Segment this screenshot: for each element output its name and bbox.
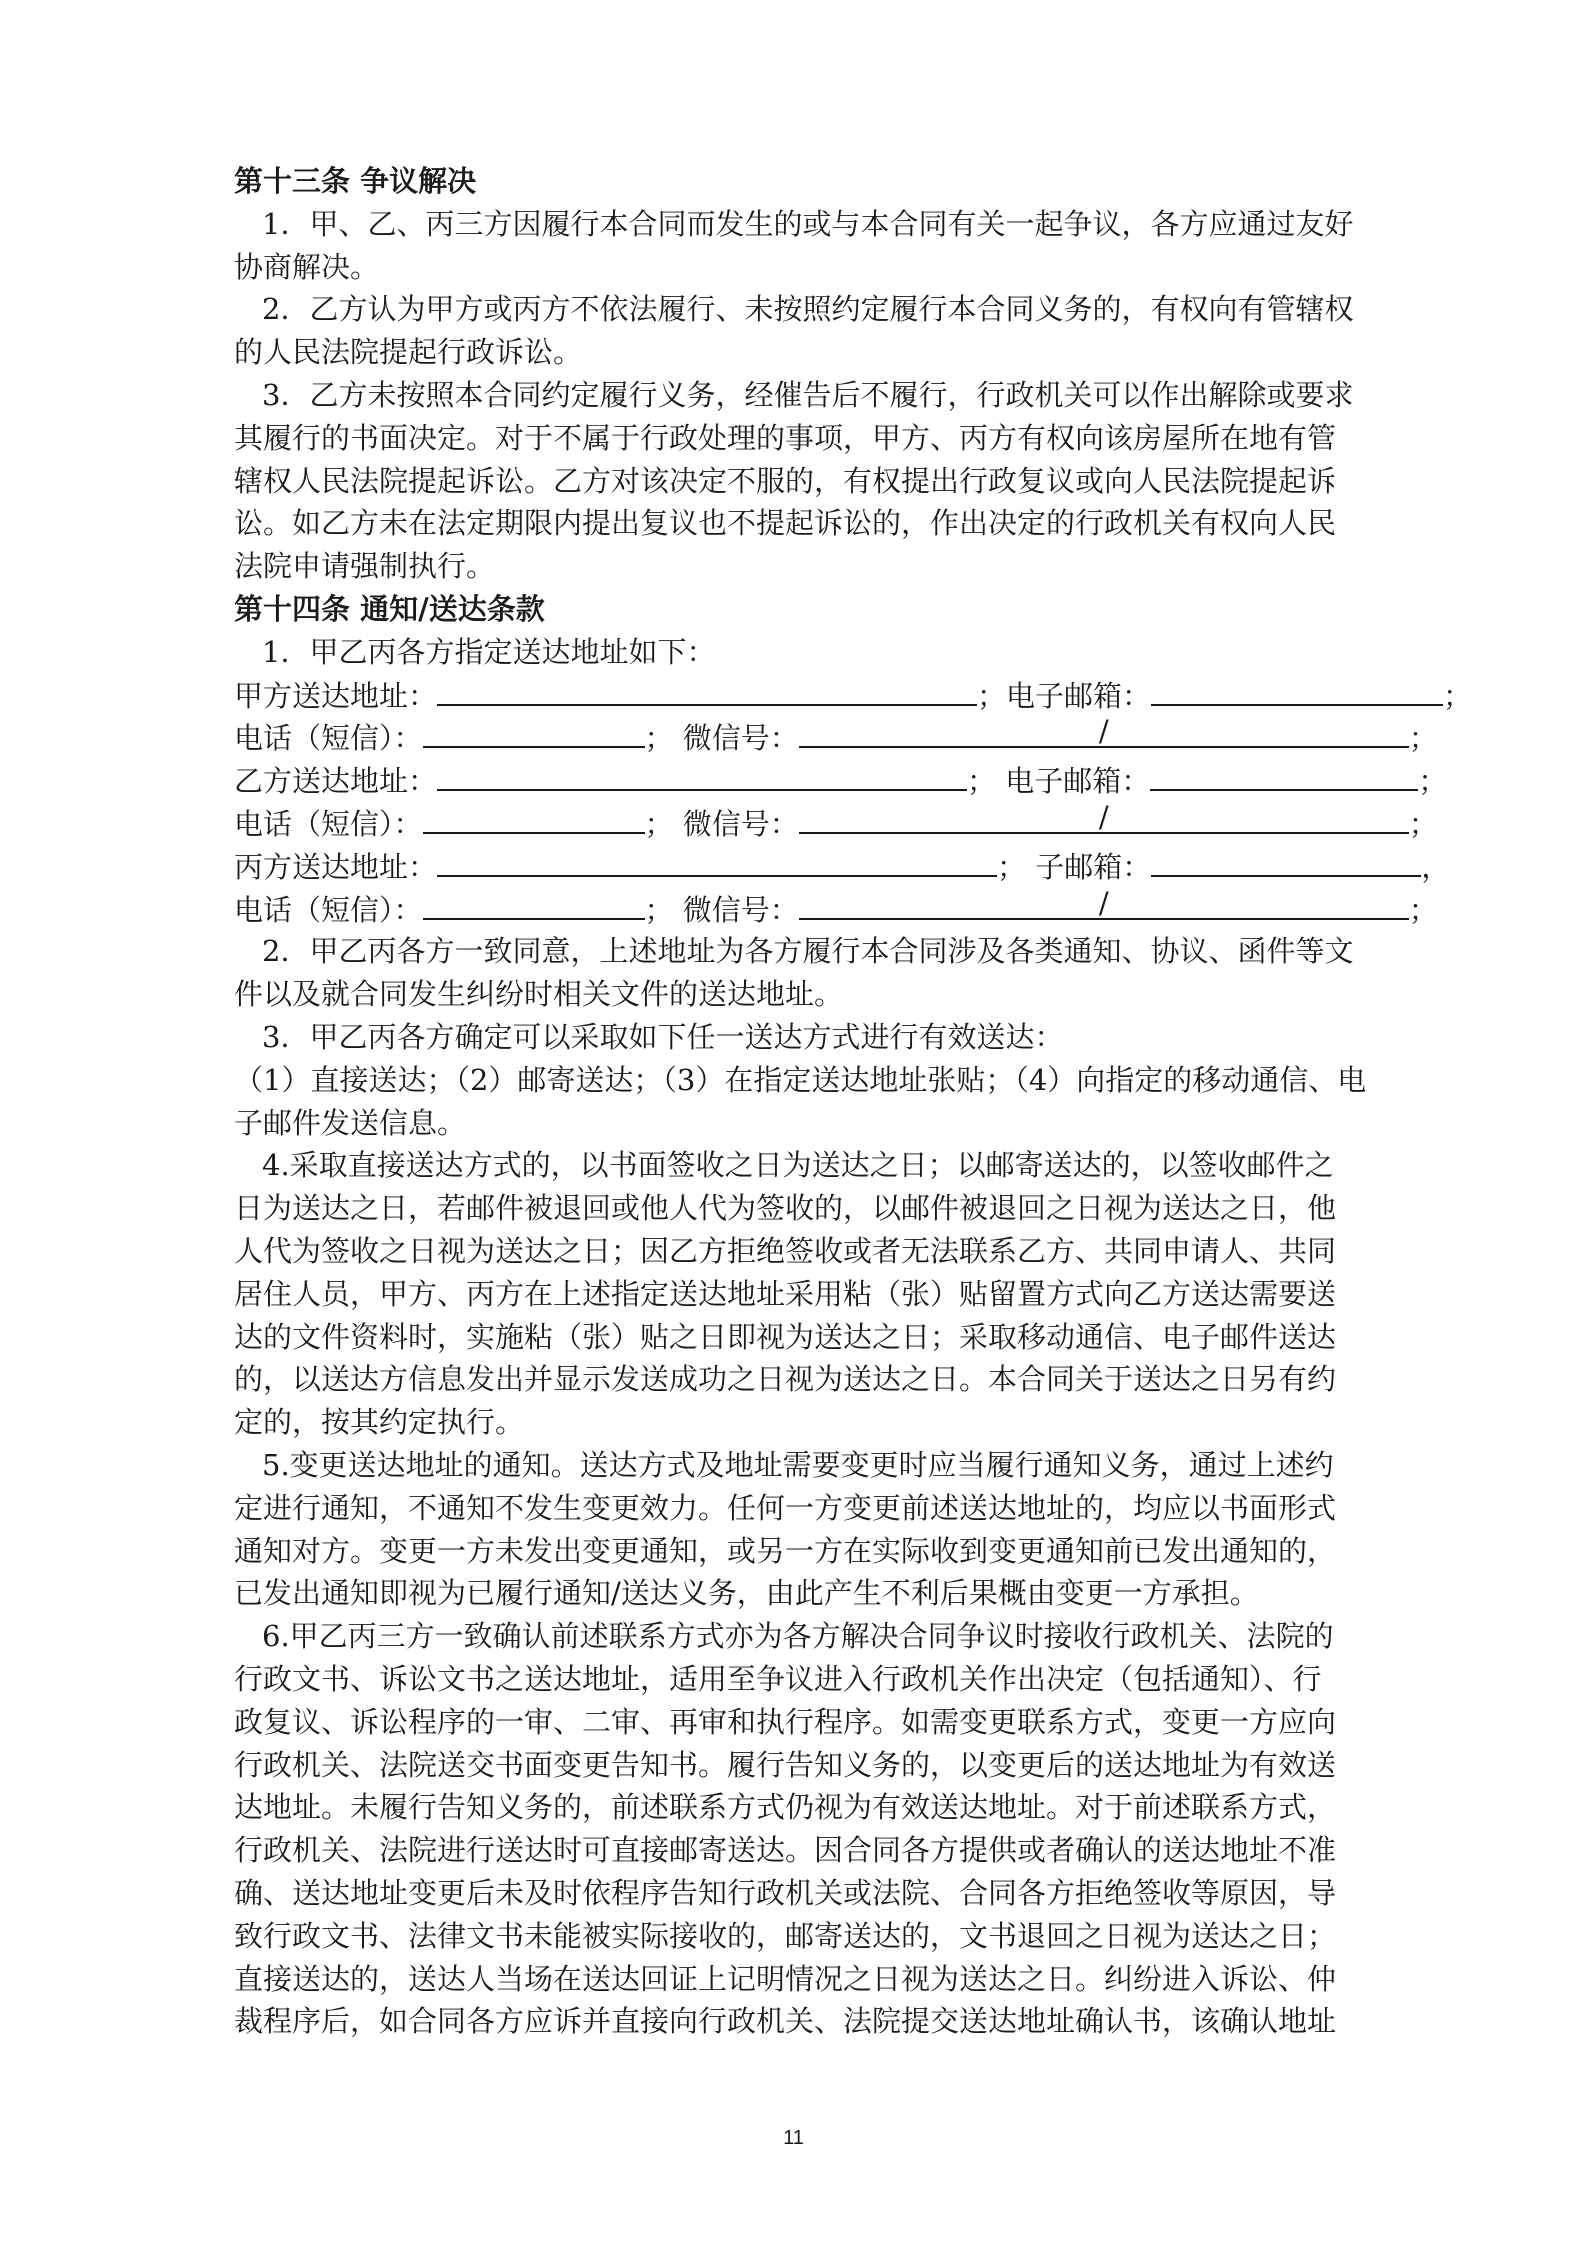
text-line: 的，以送达方信息发出并显示发送成功之日视为送达之日。本合同关于送达之日另有约	[234, 1362, 1337, 1396]
party-c-wechat-blank: /	[799, 888, 1409, 920]
party-b-address-label: 乙方送达地址：	[234, 764, 438, 798]
text-line: 居住人员，甲方、丙方在上述指定送达地址采用粘（张）贴留置方式向乙方送达需要送	[234, 1277, 1337, 1311]
text-line: 辖权人民法院提起诉讼。乙方对该决定不服的，有权提出行政复议或向人民法院提起诉	[234, 464, 1337, 498]
text-line: 3．乙方未按照本合同约定履行义务，经催告后不履行，行政机关可以作出解除或要求	[262, 378, 1354, 412]
text-line: 其履行的书面决定。对于不属于行政处理的事项，甲方、丙方有权向该房屋所在地有管	[234, 421, 1337, 455]
text-line: 5.变更送达地址的通知。送达方式及地址需要变更时应当履行通知义务，通过上述约	[262, 1448, 1334, 1482]
party-a-email-blank	[1151, 674, 1443, 706]
party-a-phone-label: 电话（短信）：	[234, 721, 423, 755]
text-line: 定的，按其约定执行。	[234, 1405, 525, 1439]
party-b-email-label: ； 电子邮箱：	[967, 764, 1151, 798]
row-end: ，	[1421, 850, 1451, 884]
party-a-email-label: ；电子邮箱：	[977, 679, 1152, 713]
text-line: 日为送达之日，若邮件被退回或他人代为签收的，以邮件被退回之日视为送达之日，他	[234, 1191, 1337, 1225]
party-c-phone-label: 电话（短信）：	[234, 893, 423, 927]
text-line: 行政机关、法院进行送达时可直接邮寄送达。因合同各方提供或者确认的送达地址不准	[234, 1833, 1337, 1867]
text-line: 直接送达的，送达人当场在送达回证上记明情况之日视为送达之日。纠纷进入诉讼、仲	[234, 1962, 1337, 1996]
text-line: 子邮件发送信息。	[234, 1106, 467, 1140]
party-c-phone-blank	[423, 888, 645, 920]
party-a-phone-row	[234, 714, 1438, 759]
row-end: ；	[1408, 721, 1438, 755]
party-c-address-blank	[437, 845, 997, 877]
party-b-phone-label: 电话（短信）：	[234, 807, 423, 841]
party-c-email-label: ； 子邮箱：	[997, 850, 1152, 884]
party-b-phone-blank	[423, 802, 645, 834]
text-line: 定进行通知，不通知不发生变更效力。任何一方变更前述送达地址的，均应以书面形式	[234, 1491, 1337, 1525]
party-b-address-blank	[437, 759, 967, 791]
text-line: 达的文件资料时，实施粘（张）贴之日即视为送达之日；采取移动通信、电子邮件送达	[234, 1320, 1337, 1354]
row-end: ；	[1408, 807, 1438, 841]
party-c-address-label: 丙方送达地址：	[234, 850, 438, 884]
text-line: 人代为签收之日视为送达之日；因乙方拒绝签收或者无法联系乙方、共同申请人、共同	[234, 1234, 1337, 1268]
party-a-wechat-label: ； 微信号：	[644, 721, 799, 755]
text-line: 的人民法院提起行政诉讼。	[234, 335, 583, 369]
party-c-email-blank	[1151, 845, 1421, 877]
text-line: 协商解决。	[234, 250, 380, 284]
text-line: （1）直接送达；（2）邮寄送达；（3）在指定送达地址张贴；（4）向指定的移动通信、电	[234, 1063, 1367, 1097]
text-line: 2．甲乙丙各方一致同意，上述地址为各方履行本合同涉及各类通知、协议、函件等文	[262, 934, 1354, 968]
text-line: 政复议、诉讼程序的一审、二审、再审和执行程序。如需变更联系方式，变更一方应向	[234, 1705, 1337, 1739]
text-line: 2．乙方认为甲方或丙方不依法履行、未按照约定履行本合同义务的，有权向有管辖权	[262, 292, 1354, 326]
party-b-wechat-blank: /	[799, 802, 1409, 834]
party-b-phone-row	[234, 800, 1438, 845]
party-a-phone-blank	[423, 716, 645, 748]
row-end: ；	[1443, 679, 1473, 713]
text-line: 行政机关、法院送交书面变更告知书。履行告知义务的，以变更后的送达地址为有效送	[234, 1748, 1337, 1782]
page-number: 11	[783, 2127, 804, 2149]
row-end: ；	[1408, 893, 1438, 927]
text-line: 讼。如乙方未在法定期限内提出复议也不提起诉讼的，作出决定的行政机关有权向人民	[234, 506, 1337, 540]
article-13-title: 第十三条 争议解决	[234, 164, 477, 198]
row-end: ；	[1418, 764, 1448, 798]
text-line: 确、送达地址变更后未及时依程序告知行政机关或法院、合同各方拒绝签收等原因，导	[234, 1876, 1337, 1910]
text-line: 1．甲、乙、丙三方因履行本合同而发生的或与本合同有关一起争议，各方应通过友好	[262, 207, 1354, 241]
article-14-title: 第十四条 通知/送达条款	[234, 592, 545, 626]
text-line: 3．甲乙丙各方确定可以采取如下任一送达方式进行有效送达：	[262, 1020, 1064, 1054]
party-a-address-blank	[437, 674, 977, 706]
text-line: 件以及就合同发生纠纷时相关文件的送达地址。	[234, 977, 844, 1011]
text-line: 6.甲乙丙三方一致确认前述联系方式亦为各方解决合同争议时接收行政机关、法院的	[262, 1619, 1334, 1653]
text-line: 1．甲乙丙各方指定送达地址如下：	[262, 635, 716, 669]
party-a-address-label: 甲方送达地址：	[234, 679, 438, 713]
text-line: 致行政文书、法律文书未能被实际接收的，邮寄送达的，文书退回之日视为送达之日；	[234, 1919, 1337, 1953]
party-b-wechat-label: ； 微信号：	[644, 807, 799, 841]
text-line: 达地址。未履行告知义务的，前述联系方式仍视为有效送达地址。对于前述联系方式，	[234, 1790, 1337, 1824]
text-line: 已发出通知即视为已履行通知/送达义务，由此产生不利后果概由变更一方承担。	[234, 1576, 1259, 1610]
party-a-wechat-blank: /	[799, 716, 1409, 748]
text-line: 4.采取直接送达方式的，以书面签收之日为送达之日；以邮寄送达的，以签收邮件之	[262, 1148, 1334, 1182]
party-c-wechat-label: ； 微信号：	[644, 893, 799, 927]
party-b-email-blank	[1150, 759, 1418, 791]
text-line: 行政文书、诉讼文书之送达地址，适用至争议进入行政机关作出决定（包括通知）、行	[234, 1662, 1322, 1696]
text-line: 裁程序后，如合同各方应诉并直接向行政机关、法院提交送达地址确认书，该确认地址	[234, 2004, 1337, 2038]
text-line: 法院申请强制执行。	[234, 549, 496, 583]
text-line: 通知对方。变更一方未发出变更通知，或另一方在实际收到变更通知前已发出通知的，	[234, 1534, 1337, 1568]
party-c-phone-row	[234, 886, 1438, 931]
